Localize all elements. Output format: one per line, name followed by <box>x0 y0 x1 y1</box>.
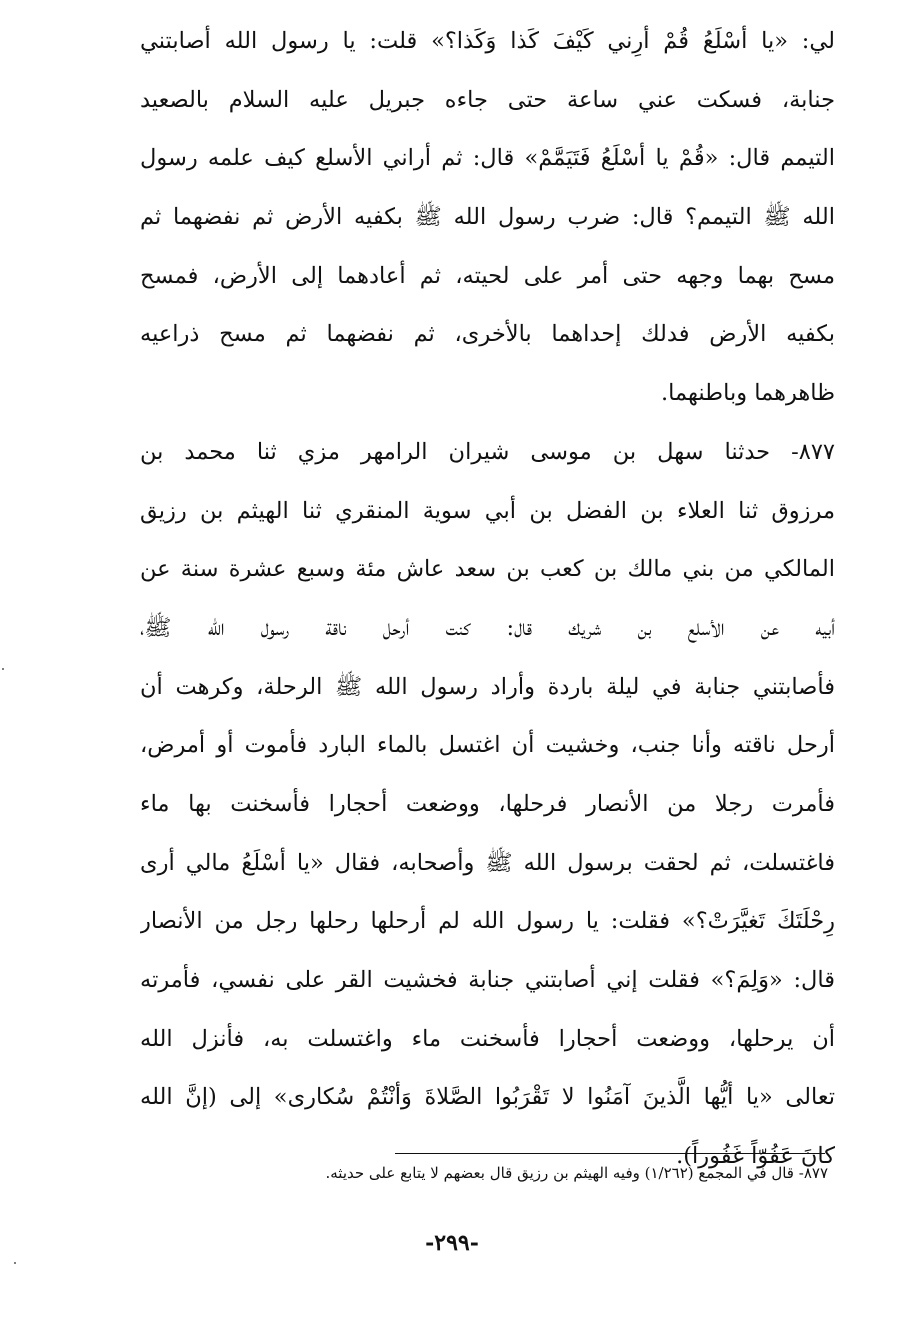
text-line: بكفيه الأرض فدلك إحداهما بالأخرى، ثم نفضهما ثم مسح ذراعيه <box>140 321 835 348</box>
text-line: الله ﷺ التيمم؟ قال: ضرب رسول الله ﷺ بكفيه الأرض ثم نفضهما ثم <box>140 204 835 231</box>
text-line: ظاهرهما وباطنهما. <box>661 380 835 407</box>
text-line: أن يرحلها، ووضعت أحجارا فأسخنت ماء واغتسلت به، فأنزل الله <box>140 1025 835 1052</box>
text-line: التيمم قال: «قُمْ يا أسْلَعُ فَتَيَمَّمْ» قال: ثم أراني الأسلع كيف علمه رسول <box>140 145 835 172</box>
text-line: مسح بهما وجهه حتى أمر على لحيته، ثم أعادهما إلى الأرض، فمسح <box>140 262 835 289</box>
main-text-block <box>140 12 835 1186</box>
footnote-divider <box>395 1153 825 1154</box>
text-line: قال: «وَلِمَ؟» فقلت إني أصابتني جنابة فخشيت القر على نفسي، فأمرته <box>140 967 835 993</box>
page-number: -٢٩٩- <box>425 1230 479 1256</box>
text-line: كانَ عَفُوّاً غَفُوراً). <box>676 1143 835 1170</box>
text-line: مرزوق ثنا العلاء بن الفضل بن أبي سوية المنقري ثنا الهيثم بن رزيق <box>140 497 835 524</box>
text-line: فأصابتني جنابة في ليلة باردة وأراد رسول الله ﷺ الرحلة، وكرهت أن <box>140 673 835 700</box>
text-line: رِحْلَتَكَ تَغيَّرَتْ؟» فقلت: يا رسول الله لم أرحلها رحلها رجل من الأنصار <box>140 908 835 935</box>
hadith-877-start: ٨٧٧- حدثنا سهل بن موسى شيران الرامهر مزي ثنا محمد بن <box>140 438 835 465</box>
scan-speck <box>2 668 4 670</box>
text-line: تعالى «يا أيُّها الَّذينَ آمَنُوا لا تَقْرَبُوا الصَّلاةَ وَأنْتُمْ سُكارى» إلى (إنَّ الله <box>140 1084 835 1111</box>
scan-speck <box>14 1262 16 1264</box>
text-line: لي: «يا أسْلَعُ قُمْ أرِني كَيْفَ كَذا وَكَذا؟» قلت: يا رسول الله أصابتني <box>140 28 835 54</box>
text-line: جنابة، فسكت عني ساعة حتى جاءه جبريل عليه السلام بالصعيد <box>140 86 835 113</box>
text-line: أبيه عن الأسلع بن شريك قال: كنت أرحل ناقة رسول الله ﷺ، <box>140 614 835 641</box>
text-line: فأمرت رجلا من الأنصار فرحلها، ووضعت أحجارا فأسخنت بها ماء <box>140 790 835 817</box>
footnote: ٨٧٧- قال في المجمع (١/٢٦٢) وفيه الهيثم بن رزيق قال بعضهم لا يتابع على حديثه. <box>325 1164 828 1182</box>
text-line: أرحل ناقته وأنا جنب، وخشيت أن اغتسل بالماء البارد فأموت أو أمرض، <box>140 732 835 759</box>
text-line: المالكي من بني مالك بن كعب بن سعد عاش مئة وسبع عشرة سنة عن <box>140 556 835 583</box>
text-line: فاغتسلت، ثم لحقت برسول الله ﷺ وأصحابه، فقال «يا أسْلَعُ مالي أرى <box>140 849 835 876</box>
